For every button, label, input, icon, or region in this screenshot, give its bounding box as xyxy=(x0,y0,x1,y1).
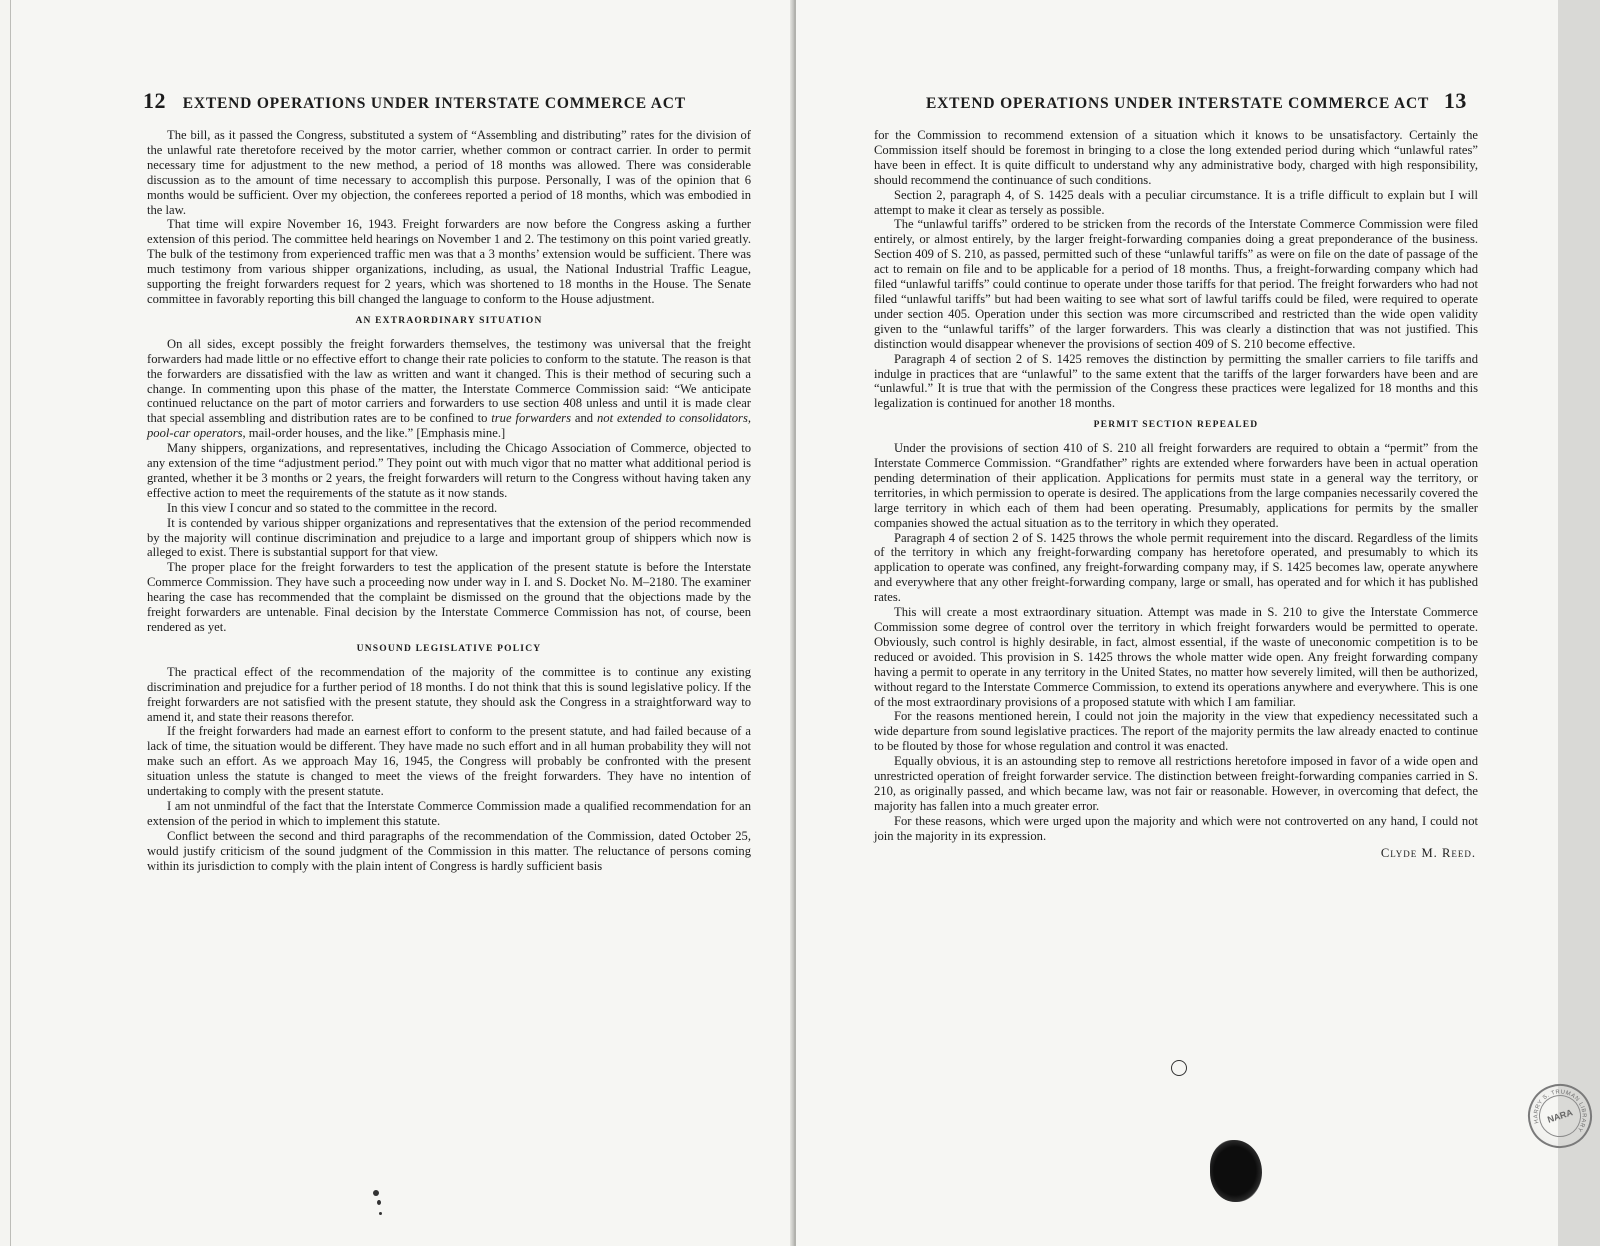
paragraph: That time will expire November 16, 1943. Freight forwarders are now before the Congress asking a further extension of this period. The committee held hearings on November 1 and 2. The testimony on this point varied greatly. The bulk of the testimony from experienced traffic men was that a 3 months’ extension would be sufficient. There was much testimony from various shipper organizations, including, as usual, the National Industrial Traffic League, supporting the freight forwarders request for 2 years, which was shortened to 18 months in the House. The Senate committee in favorably reporting this bill changed the language to conform to the House adjustment. xyxy=(147,217,751,306)
paragraph: Equally obvious, it is an astounding step to remove all restrictions heretofore imposed in favor of a wide open and unrestricted operation of freight forwarder service. The distinction between freight-forwarding companies carried in S. 210, as originally passed, and which became law, was not fair or reasonable. However, in overcoming that defect, the majority has fallen into a much greater error. xyxy=(874,754,1478,813)
paragraph: In this view I concur and so stated to the committee in the record. xyxy=(167,500,498,515)
circle-mark xyxy=(1171,1060,1187,1076)
paragraph: This will create a most extraordinary situation. Attempt was made in S. 210 to give the Interstate Commerce Commission some degree of control over the territory in which freight forwarders would be permitted to operate. Obviously, such control is highly desirable, in fact, almost essential, if the waste of uneconomic competition is to be reduced or avoided. This provision in S. 1425 throws the whole matter wide open. Any freight forwarding company having a permit to operate in any territory in the United States, no matter how severely limited, will then be authorized, without regard to the Interstate Commerce Commission, to extend its operations anywhere and everywhere. This is one of the most extraordinary provisions of a proposed statute with which I am familiar. xyxy=(874,605,1478,709)
paragraph-with-quote xyxy=(147,337,751,441)
paragraph: For these reasons, which were urged upon the majority and which were not controverted on any hand, I could not join the majority in its expression. xyxy=(874,813,1478,843)
stamp-ring-text: HARRY S. TRUMAN LIBRARY xyxy=(1533,1089,1587,1133)
left-page-number: 12 xyxy=(143,88,166,113)
stamp-ring-icon xyxy=(1522,1078,1598,1154)
quote-emphasis: true forwarders xyxy=(491,411,571,426)
paragraph: Many shippers, organizations, and representatives, including the Chicago Association of Commerce, objected to any extension of the time “adjustment period.” They point out with much vigor that no matter what additional period is granted, whether it be 3 months or 2 years, the freight forwarders will return to the Congress without having taken any effective action to meet the requirements of the statute as it now stands. xyxy=(147,441,751,500)
right-page-header xyxy=(926,88,1467,114)
ink-speck xyxy=(377,1200,381,1205)
section-heading: PERMIT SECTION REPEALED xyxy=(1093,420,1259,431)
quote-emphasis: not extended to consolidators, pool-car operators, xyxy=(147,411,752,441)
ink-speck xyxy=(379,1212,382,1215)
paragraph: For the reasons mentioned herein, I could not join the majority in the view that expediency necessitated such a wide departure from sound legislative practices. The report of the majority permits the law already enacted to continue to be flouted by those for whose regulation and control it was enacted. xyxy=(874,709,1478,754)
left-page xyxy=(10,0,794,1246)
quote-text-mid: and xyxy=(570,411,597,426)
paragraph: The “unlawful tariffs” ordered to be stricken from the records of the Interstate Commerce Commission were filed entirely, or almost entirely, by the larger freight-forwarding companies doing a great preponderance of the business. Section 409 of S. 210, as passed, permitted such of these “unlawful tariffs” as were on file on the date of passage of the act to remain on file and to be applicable for a period of 18 months. Thus, a freight-forwarding company which had filed “unlawful tariffs” could continue to operate under those tariffs for that period. The freight forwarders who had not filed “unlawful tariffs” but had been waiting to see what sort of lawful tariffs could be filed, were required to operate under section 405. Operation under this section was more circumscribed and restricted than the wide open validity given to the “unlawful tariffs” of the larger forwarders. This was clearly a distinction that was not justified. This distinction would disappear whenever the provisions of section 409 of S. 210 become effective. xyxy=(874,217,1478,351)
right-running-title: EXTEND OPERATIONS UNDER INTERSTATE COMMERCE ACT xyxy=(926,95,1430,112)
right-page-number: 13 xyxy=(1443,88,1467,113)
svg-text:HARRY S. TRUMAN LIBRARY xyxy=(1526,1083,1592,1146)
quote-text-after: mail-order houses, and the like.” [Emphasis mine.] xyxy=(245,426,506,441)
paragraph: Under the provisions of section 410 of S. 210 all freight forwarders are required to obtain a “permit” from the Interstate Commerce Commission. “Grandfather” rights are extended where forwarders have been in actual operation pending determination of their application. Applications for permits must state in a general way the territory, or territories, in which permission to operate is desired. The applications from the large companies necessarily covered the large territory in which each of them had been operating. Presumably, applications for permits by the smaller companies showed the actual situation as to the territory in which they operated. xyxy=(874,441,1478,530)
section-heading: UNSOUND LEGISLATIVE POLICY xyxy=(356,643,542,654)
paragraph: for the Commission to recommend extension of a situation which it knows to be unsatisfactory. Certainly the Commission itself should be foremost in bringing to a close the long extended period during which “unlawful rates” have been in effect. It is quite difficult to understand why any administrative body, charged with high responsibility, should recommend the continuance of such conditions. xyxy=(874,128,1478,187)
paragraph: Paragraph 4 of section 2 of S. 1425 throws the whole permit requirement into the discard. Regardless of the limits of the territory in which any freight-forwarding company has heretofore operated, and presumably to which its application to operate was confined, any freight-forwarding company may, if S. 1425 becomes law, operate anywhere and everywhere that any other freight-forwarding company, large or small, has operated and for which it has published rates. xyxy=(874,530,1478,605)
left-page-body xyxy=(147,128,751,874)
paragraph: Section 2, paragraph 4, of S. 1425 deals with a peculiar circumstance. It is a trifle difficult to explain but I will attempt to make it clear as tersely as possible. xyxy=(874,187,1478,217)
paragraph: I am not unmindful of the fact that the Interstate Commerce Commission made a qualified recommendation for an extension of the period in which to implement this statute. xyxy=(147,798,751,828)
quote-text-before: On all sides, except possibly the freight forwarders themselves, the testimony was universal that the freight forwarders had made little or no effective effort to change their rate policies to conform to the statute. The reason is that the forwarders are dissatisfied with the law as written and want it changed. This is their method of securing such a change. In commenting upon this phase of the matter, the Interstate Commerce Commission said: “We anticipate continued reluctance on the part of motor carriers and forwarders to use section 408 unless and until it is made clear that special assembling and distribution rates are to be confined to xyxy=(147,336,751,426)
paragraph: Conflict between the second and third paragraphs of the recommendation of the Commission, dated October 25, would justify criticism of the sound judgment of the Commission in this matter. The reluctance of persons coming within its jurisdiction to comply with the plain intent of Congress is hardly sufficient basis xyxy=(147,828,751,873)
right-page-body xyxy=(874,128,1478,861)
left-running-title: EXTEND OPERATIONS UNDER INTERSTATE COMMERCE ACT xyxy=(182,95,686,112)
right-page xyxy=(796,0,1587,1246)
section-heading: AN EXTRAORDINARY SITUATION xyxy=(355,315,543,326)
paragraph: It is contended by various shipper organizations and representatives that the extension of the period recommended by the majority will continue discrimination and prejudice to a large and important group of shippers which now is alleged to exist. There is substantial support for that view. xyxy=(147,515,751,560)
paragraph: The proper place for the freight forwarders to test the application of the present statute is before the Interstate Commerce Commission. They have such a proceeding now under way in I. and S. Docket No. M–2180. The examiner hearing the case has recommended that the complaint be dismissed on the ground that the objections made by the freight forwarders are untenable. Final decision by the Interstate Commerce Commission has not, of course, been rendered as yet. xyxy=(147,560,751,634)
ink-blot xyxy=(1210,1140,1262,1202)
signature: Clyde M. Reed. xyxy=(1380,845,1476,860)
ink-speck xyxy=(373,1190,379,1196)
paragraph: The bill, as it passed the Congress, substituted a system of “Assembling and distributing” rates for the division of the unlawful rate theretofore received by the motor carrier, whether common or contract carrier. In order to permit necessary time for adjustment to the new method, a period of 18 months was allowed. There was considerable discussion as to the amount of time necessary to accomplish this purpose. Personally, I was of the opinion that 6 months would be sufficient. Over my objection, the conferees reported a period of 18 months, which was embodied in the law. xyxy=(147,128,751,217)
paragraph: If the freight forwarders had made an earnest effort to conform to the present statute, and had failed because of a lack of time, the situation would be different. They have made no such effort and in all human probability they will not make such an effort. As we approach May 16, 1945, the Congress will probably be confronted with the present situation unless the statute is changed to meet the views of the freight forwarders. They have no intention of undertaking to comply with the present statute. xyxy=(147,724,751,799)
paragraph: The practical effect of the recommendation of the majority of the committee is to continue any existing discrimination and prejudice for a further period of 18 months. I do not think that this is sound legislative policy. If the freight forwarders are not satisfied with the present statute, they should ask the Congress in a straightforward way to amend it, and state their reasons therefor. xyxy=(147,664,751,724)
library-stamp xyxy=(1520,1076,1600,1157)
stamp-center-text: NARA xyxy=(1546,1107,1574,1125)
paragraph: Paragraph 4 of section 2 of S. 1425 removes the distinction by permitting the smaller carriers to file tariffs and indulge in practices that are “unlawful” to the same extent that the tariffs of the larger forwarders have been and are “unlawful.” It is true that with the permission of the Congress these practices were legalized for 18 months and this legalization is continued for another 18 months. xyxy=(874,351,1478,411)
left-page-header xyxy=(143,88,686,114)
